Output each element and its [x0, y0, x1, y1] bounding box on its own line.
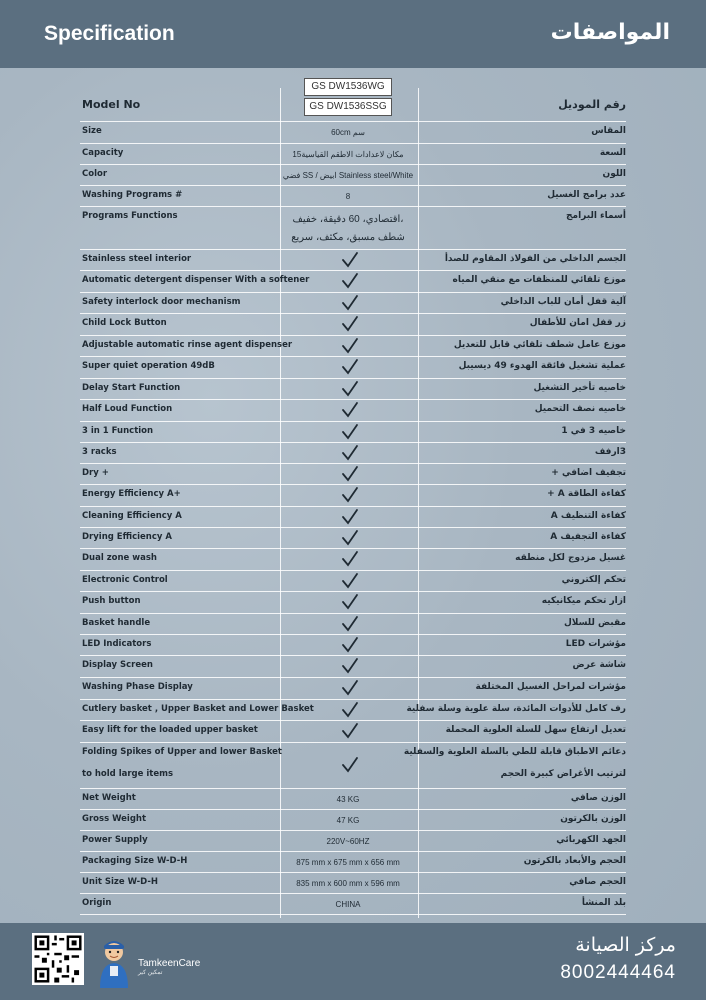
- checkmark-icon: [340, 358, 360, 376]
- checkmark-icon: [340, 722, 360, 740]
- checkmark-icon: [340, 272, 360, 290]
- row-divider: [80, 655, 626, 656]
- row-divider: [80, 484, 626, 485]
- row-divider: [80, 164, 626, 165]
- row-divider: [80, 872, 626, 873]
- row-divider: [80, 788, 626, 789]
- row-label-english: Power Supply: [82, 835, 148, 845]
- row-divider: [80, 742, 626, 743]
- row-label-english: Net Weight: [82, 793, 136, 803]
- row-label-arabic: دعائم الاطباق قابلة للطي بالسلة العلوية والسفلية: [403, 747, 626, 757]
- row-divider: [80, 143, 626, 144]
- row-label-english: 3 in 1 Function: [82, 426, 154, 436]
- row-divider: [80, 914, 626, 915]
- row-label-arabic: تعديل ارتفاع سهل للسلة العلوية المحملة: [445, 725, 626, 735]
- row-label-english: Drying Efficiency A: [82, 532, 172, 542]
- row-label-english: Basket handle: [82, 618, 151, 628]
- row-label-english: Automatic detergent dispenser With a softener: [82, 275, 310, 285]
- row-divider: [80, 399, 626, 400]
- checkmark-icon: [340, 444, 360, 462]
- checkmark-icon: [340, 657, 360, 675]
- row-label-arabic: ازار تحكم ميكانيكيه: [541, 596, 626, 606]
- row-value: اقتصادي، 60 دقيقة، خفيف،: [292, 214, 404, 225]
- service-center-label: مركز الصيانة: [575, 934, 676, 956]
- row-label-english: Easy lift for the loaded upper basket: [82, 725, 258, 735]
- row-label-english: Adjustable automatic rinse agent dispenser: [82, 340, 293, 350]
- checkmark-icon: [340, 465, 360, 483]
- row-label-english: Washing Programs #: [82, 190, 183, 200]
- row-label-english: Delay Start Function: [82, 383, 181, 393]
- checkmark-icon: [340, 337, 360, 355]
- row-label-arabic: غسيل مزدوج لكل منطقه: [515, 553, 626, 563]
- row-label-arabic: رف كامل للأدوات المائدة، سلة علوية وسلة سفلية: [406, 704, 626, 714]
- row-label-english: Gross Weight: [82, 814, 147, 824]
- row-divider: [80, 206, 626, 207]
- row-label-english: Cleaning Efficiency A: [82, 511, 182, 521]
- checkmark-icon: [340, 572, 360, 590]
- checkmark-icon: [340, 615, 360, 633]
- row-divider: [80, 830, 626, 831]
- row-label-arabic: موزع تلقائي للمنظفات مع منقي المياه: [452, 275, 626, 285]
- row-label-english: Display Screen: [82, 660, 153, 670]
- row-label-arabic: كفاءة التنظيف A: [550, 511, 626, 521]
- row-label-english: Size: [82, 126, 102, 136]
- row-label-english: Packaging Size W-D-H: [82, 856, 188, 866]
- checkmark-icon: [340, 251, 360, 269]
- checkmark-icon: [340, 294, 360, 312]
- checkmark-icon: [340, 593, 360, 611]
- checkmark-icon: [340, 550, 360, 568]
- row-divider: [80, 809, 626, 810]
- row-value: 875 mm x 675 mm x 656 mm: [296, 858, 400, 867]
- row-divider: [80, 893, 626, 894]
- row-label-arabic: الوزن بالكرتون: [560, 814, 626, 824]
- row-label-english-line2: to hold large items: [82, 769, 174, 779]
- row-label-arabic: الحجم والأبعاد بالكرتون: [523, 856, 626, 866]
- row-label-arabic: مؤشرات لمراحل الغسيل المختلفة: [475, 682, 626, 692]
- row-value: 220V~60HZ: [326, 837, 370, 846]
- row-label-arabic: مؤشرات LED: [565, 639, 626, 649]
- model-number-box: GS DW1536WG: [304, 78, 392, 96]
- qr-code-icon[interactable]: [32, 933, 84, 985]
- row-label-english: Color: [82, 169, 108, 179]
- title-english: Specification: [44, 22, 175, 45]
- row-label-arabic: عملية تشغيل فائقة الهدوء 49 ديسيبل: [458, 361, 626, 371]
- row-divider: [80, 121, 626, 122]
- row-label-english: Half Loud Function: [82, 404, 173, 414]
- row-label-arabic: تحكم إلكتروني: [561, 575, 626, 585]
- row-label-english: Capacity: [82, 148, 124, 158]
- row-label-arabic: الجسم الداخلي من الفولاذ المقاوم للصدأ: [444, 254, 626, 264]
- brand-subtitle: تمكين كير: [138, 970, 163, 976]
- checkmark-icon: [340, 380, 360, 398]
- row-label-english: Child Lock Button: [82, 318, 167, 328]
- column-divider-right: [418, 88, 419, 918]
- row-label-english: Programs Functions: [82, 211, 178, 221]
- brand-logo: [138, 958, 200, 976]
- checkmark-icon: [340, 508, 360, 526]
- row-label-arabic: رقم الموديل: [558, 98, 626, 111]
- row-label-english: LED Indicators: [82, 639, 152, 649]
- checkmark-icon: [340, 529, 360, 547]
- header-bar: [0, 0, 706, 68]
- row-label-arabic: كفاءة الطاقة A +: [547, 489, 626, 499]
- row-label-english: Cutlery basket , Upper Basket and Lower Basket: [82, 704, 314, 714]
- row-label-arabic: السعة: [599, 148, 626, 158]
- row-label-english: Folding Spikes of Upper and lower Basket: [82, 747, 282, 757]
- row-label-english: 3 racks: [82, 447, 117, 457]
- row-label-english: Energy Efficiency A+: [82, 489, 181, 499]
- row-label-arabic: بلد المنشأ: [581, 898, 626, 908]
- column-divider-left: [280, 88, 281, 918]
- row-label-english: Unit Size W-D-H: [82, 877, 158, 887]
- row-label-arabic: 3ارفف: [594, 447, 626, 457]
- checkmark-icon: [340, 423, 360, 441]
- row-label-arabic: اللون: [602, 169, 626, 179]
- row-label-arabic: الجهد الكهربائي: [556, 835, 626, 845]
- row-label-english: Washing Phase Display: [82, 682, 193, 692]
- row-value: 8: [345, 192, 351, 201]
- row-label-arabic: خاصيه نصف التحميل: [534, 404, 626, 414]
- checkmark-icon: [340, 315, 360, 333]
- row-value: 835 mm x 600 mm x 596 mm: [296, 879, 400, 888]
- row-divider: [80, 313, 626, 314]
- row-label-english: Dual zone wash: [82, 553, 157, 563]
- checkmark-icon: [340, 679, 360, 697]
- row-divider: [80, 548, 626, 549]
- row-divider: [80, 356, 626, 357]
- row-label-english: Model No: [82, 98, 141, 111]
- row-label-arabic: الحجم صافي: [569, 877, 626, 887]
- row-label-arabic: شاشة عرض: [572, 660, 626, 670]
- row-divider: [80, 185, 626, 186]
- row-value: CHINA: [335, 900, 361, 909]
- row-label-english: Super quiet operation 49dB: [82, 361, 215, 371]
- row-label-arabic: موزع عامل شطف تلقائي قابل للتعديل: [453, 340, 626, 350]
- row-label-arabic: مقبض للسلال: [564, 618, 626, 628]
- row-value: 15مكان لاعدادات الاطقم القياسية: [292, 150, 404, 159]
- row-divider: [80, 851, 626, 852]
- row-value: 47 KG: [336, 816, 360, 825]
- row-label-arabic: المقاس: [591, 126, 626, 136]
- row-label-english: Push button: [82, 596, 141, 606]
- checkmark-icon: [340, 756, 360, 774]
- row-value: 60cm سم: [331, 128, 365, 137]
- row-label-english: Dry +: [82, 468, 109, 478]
- service-phone-number[interactable]: 8002444464: [560, 962, 676, 983]
- row-label-arabic: خاصيه 3 في 1: [561, 426, 626, 436]
- row-label-arabic: الوزن صافي: [570, 793, 626, 803]
- model-number-box: GS DW1536SSG: [304, 98, 392, 116]
- row-value: فضي SS / ابيض Stainless steel/White: [282, 171, 414, 180]
- row-label-arabic: زر قفل امان للأطفال: [529, 318, 626, 328]
- row-label-arabic-line2: لترتيب الأغراض كبيرة الحجم: [500, 769, 626, 779]
- row-label-english: Stainless steel interior: [82, 254, 192, 264]
- row-label-arabic: كفاءة التجفيف A: [550, 532, 626, 542]
- title-arabic: المواصفات: [550, 20, 670, 45]
- row-divider: [80, 677, 626, 678]
- row-value: 43 KG: [336, 795, 360, 804]
- row-label-arabic: خاصيه تأخير التشغيل: [533, 383, 626, 393]
- checkmark-icon: [340, 401, 360, 419]
- row-value-line2: شطف مسبق، مكثف، سريع: [291, 232, 405, 243]
- checkmark-icon: [340, 636, 360, 654]
- checkmark-icon: [340, 486, 360, 504]
- row-label-english: Safety interlock door mechanism: [82, 297, 241, 307]
- technician-mascot-icon: [92, 938, 136, 990]
- row-label-arabic: أسماء البرامج: [566, 211, 626, 221]
- checkmark-icon: [340, 701, 360, 719]
- row-divider: [80, 270, 626, 271]
- row-label-english: Origin: [82, 898, 112, 908]
- row-label-arabic: تجفيف اضافي +: [551, 468, 626, 478]
- row-divider: [80, 720, 626, 721]
- row-label-arabic: عدد برامج الغسيل: [547, 190, 626, 200]
- row-label-english: Electronic Control: [82, 575, 168, 585]
- row-divider: [80, 591, 626, 592]
- brand-name: TamkeenCare: [138, 958, 201, 969]
- row-label-arabic: آلية قفل أمان للباب الداخلي: [500, 297, 626, 307]
